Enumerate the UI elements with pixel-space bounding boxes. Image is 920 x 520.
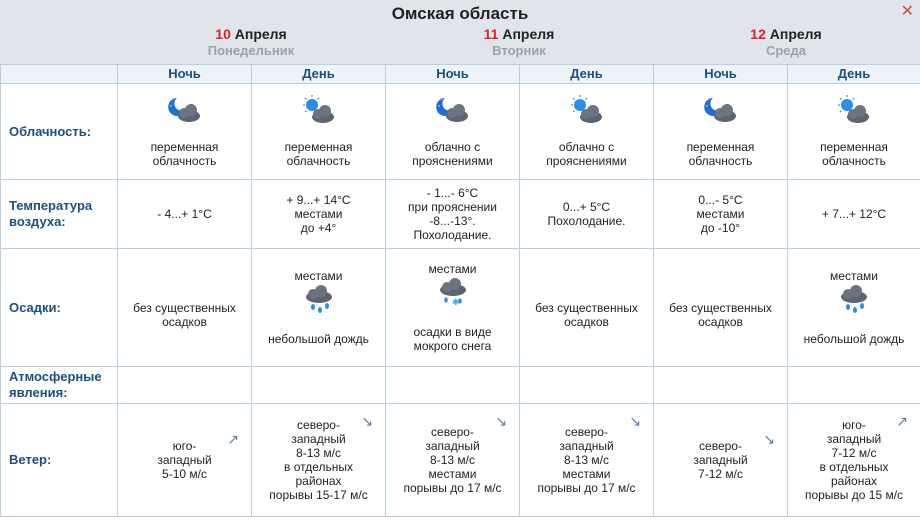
temperature-text: -8...-13°. [429, 214, 476, 228]
day-header-1 [117, 26, 385, 58]
precipitation-text: осадков [564, 314, 609, 329]
temperature-cell [118, 180, 252, 249]
day-number: 11 [483, 26, 499, 42]
period-label: День [788, 65, 920, 84]
atmospheric-cell [654, 367, 788, 404]
precipitation-note: местами [830, 269, 878, 283]
temperature-text: - 1...- 6°C [426, 186, 479, 200]
cloud-text: облачность [286, 154, 351, 168]
temperature-text: местами [696, 207, 745, 221]
temperature-text: - 4...+ 1°C [157, 207, 212, 221]
day-weekday: Среда [765, 43, 807, 58]
wind-text: северо- [699, 439, 742, 453]
wind-text: 7-12 м/с [698, 467, 743, 481]
wind-text: западный [157, 453, 212, 467]
day-month: Апреля [502, 26, 555, 42]
wind-text: местами [562, 467, 611, 481]
temperature-cell [520, 180, 654, 249]
sun-cloud-icon [790, 95, 918, 128]
period-label: День [520, 65, 654, 84]
wind-text: 8-13 м/с [430, 453, 475, 467]
atmospheric-cell [252, 367, 386, 404]
wind-cell [520, 404, 654, 517]
sun-cloud-icon [522, 95, 651, 128]
wind-row [1, 404, 920, 517]
day-weekday: Понедельник [207, 43, 295, 58]
precipitation-text: без существенных [535, 300, 638, 315]
wind-text: 8-13 м/с [564, 453, 609, 467]
cloud-text: переменная [686, 140, 755, 154]
temperature-text: Похолодание. [413, 228, 492, 242]
wind-text: в отдельных [284, 460, 353, 474]
wind-text: районах [830, 474, 878, 488]
arrow-northeast-icon: ↗ [896, 413, 908, 429]
cloud-row-label: Облачность: [1, 84, 118, 180]
wind-text: юго- [842, 418, 866, 432]
temperature-text: 0...+ 5°C [562, 200, 611, 214]
forecast-table [0, 64, 920, 517]
precipitation-text: осадки в виде [413, 325, 492, 339]
atmospheric-cell [520, 367, 654, 404]
arrow-southeast-icon: ↘ [495, 413, 507, 429]
temperature-text: 0...- 5°C [698, 193, 743, 207]
wind-text: порывы 15-17 м/с [269, 488, 368, 502]
period-row [1, 65, 920, 84]
period-label: День [252, 65, 386, 84]
day-header-3 [652, 26, 920, 58]
wind-cell [386, 404, 520, 517]
period-label: Ночь [386, 65, 520, 84]
day-month: Апреля [234, 26, 287, 42]
day-weekday: Вторник [492, 43, 546, 58]
wind-text: районах [295, 474, 342, 488]
cloud-text: переменная [820, 140, 888, 154]
precipitation-note: местами [294, 269, 343, 283]
wind-cell [654, 404, 788, 517]
precipitation-note: местами [428, 262, 477, 276]
precipitation-cell [654, 249, 788, 367]
svg-text:✱: ✱ [451, 297, 460, 307]
cloud-cell [386, 84, 520, 180]
cloud-text: прояснениями [546, 154, 627, 168]
wind-cell [252, 404, 386, 517]
wind-text: в отдельных [819, 460, 889, 474]
temperature-text: местами [294, 207, 343, 221]
atmospheric-cell [386, 367, 520, 404]
cloud-text: облачно с [558, 140, 615, 154]
region-title: Омская область [391, 4, 529, 23]
wind-text: порывы до 17 м/с [403, 481, 502, 495]
precipitation-cell [788, 249, 920, 367]
temperature-row [1, 180, 920, 249]
temperature-text: до +4° [300, 221, 337, 235]
cloud-text: облачно с [424, 140, 481, 154]
cloud-cell [654, 84, 788, 180]
atmospheric-cell [118, 367, 252, 404]
wind-text: 7-12 м/с [831, 446, 877, 460]
day-number: 10 [215, 26, 231, 42]
wind-row-label: Ветер: [1, 404, 118, 517]
cloud-row [1, 84, 920, 180]
sun-cloud-icon [254, 95, 383, 128]
day-number: 12 [750, 26, 766, 42]
precipitation-text: без существенных [669, 300, 772, 315]
temperature-text: Похолодание. [547, 214, 626, 228]
period-label: Ночь [118, 65, 252, 84]
temperature-cell [654, 180, 788, 249]
precipitation-cell [118, 249, 252, 367]
wind-text: порывы до 15 м/с [804, 488, 904, 502]
wind-text: юго- [172, 439, 197, 453]
precipitation-cell [520, 249, 654, 367]
arrow-southeast-icon: ↘ [361, 413, 373, 429]
wind-text: местами [428, 467, 477, 481]
temperature-text: + 9...+ 14°C [286, 193, 351, 207]
temperature-text: до -10° [700, 221, 741, 235]
wind-text: западный [559, 439, 614, 453]
moon-cloud-icon [120, 95, 249, 128]
arrow-southeast-icon: ↘ [629, 413, 641, 429]
temperature-cell [788, 180, 920, 249]
precipitation-text: небольшой дождь [268, 332, 369, 346]
temperature-text: при прояснении [408, 200, 497, 214]
precipitation-text: небольшой дождь [803, 332, 905, 346]
sleet-cloud-icon [388, 278, 517, 311]
day-month: Апреля [769, 26, 822, 42]
header [0, 0, 920, 66]
precipitation-cell [386, 249, 520, 367]
cloud-text: облачность [688, 154, 753, 168]
wind-text: северо- [297, 418, 340, 432]
temperature-cell [386, 180, 520, 249]
wind-text: западный [826, 432, 882, 446]
wind-text: западный [693, 453, 748, 467]
precipitation-text: осадков [162, 314, 207, 329]
atmospheric-row-label: Атмосферные явления: [1, 367, 118, 404]
day-header-2 [385, 26, 653, 58]
precipitation-row-label: Осадки: [1, 249, 118, 367]
close-icon[interactable]: ✕ [900, 3, 914, 20]
precipitation-text: без существенных [133, 300, 236, 315]
moon-cloud-icon [388, 95, 517, 128]
precipitation-row [1, 249, 920, 367]
cloud-text: переменная [150, 140, 219, 154]
atmospheric-cell [788, 367, 920, 404]
rain-cloud-icon [254, 285, 383, 318]
cloud-text: облачность [822, 154, 886, 168]
wind-text: западный [425, 439, 480, 453]
period-label: Ночь [654, 65, 788, 84]
arrow-northeast-icon: ↗ [227, 431, 239, 447]
temperature-text: + 7...+ 12°C [821, 207, 887, 221]
cloud-cell [118, 84, 252, 180]
wind-text: порывы до 17 м/с [537, 481, 636, 495]
temperature-row-label: Температура воздуха: [1, 180, 118, 249]
wind-text: северо- [431, 425, 474, 439]
wind-text: северо- [565, 425, 608, 439]
temperature-cell [252, 180, 386, 249]
arrow-southeast-icon: ↘ [763, 431, 775, 447]
wind-text: западный [291, 432, 346, 446]
wind-cell [788, 404, 920, 517]
wind-text: 5-10 м/с [162, 467, 207, 481]
moon-cloud-icon [656, 95, 785, 128]
cloud-cell [252, 84, 386, 180]
precipitation-text: осадков [698, 314, 743, 329]
cloud-text: облачность [152, 154, 217, 168]
precipitation-cell [252, 249, 386, 367]
wind-cell [118, 404, 252, 517]
wind-text: 8-13 м/с [296, 446, 341, 460]
cloud-text: переменная [284, 140, 353, 154]
atmospheric-row [1, 367, 920, 404]
cloud-cell [788, 84, 920, 180]
corner-cell [1, 65, 118, 84]
cloud-cell [520, 84, 654, 180]
precipitation-text: мокрого снега [413, 339, 492, 353]
rain-cloud-icon [790, 285, 918, 318]
cloud-text: прояснениями [412, 154, 493, 168]
